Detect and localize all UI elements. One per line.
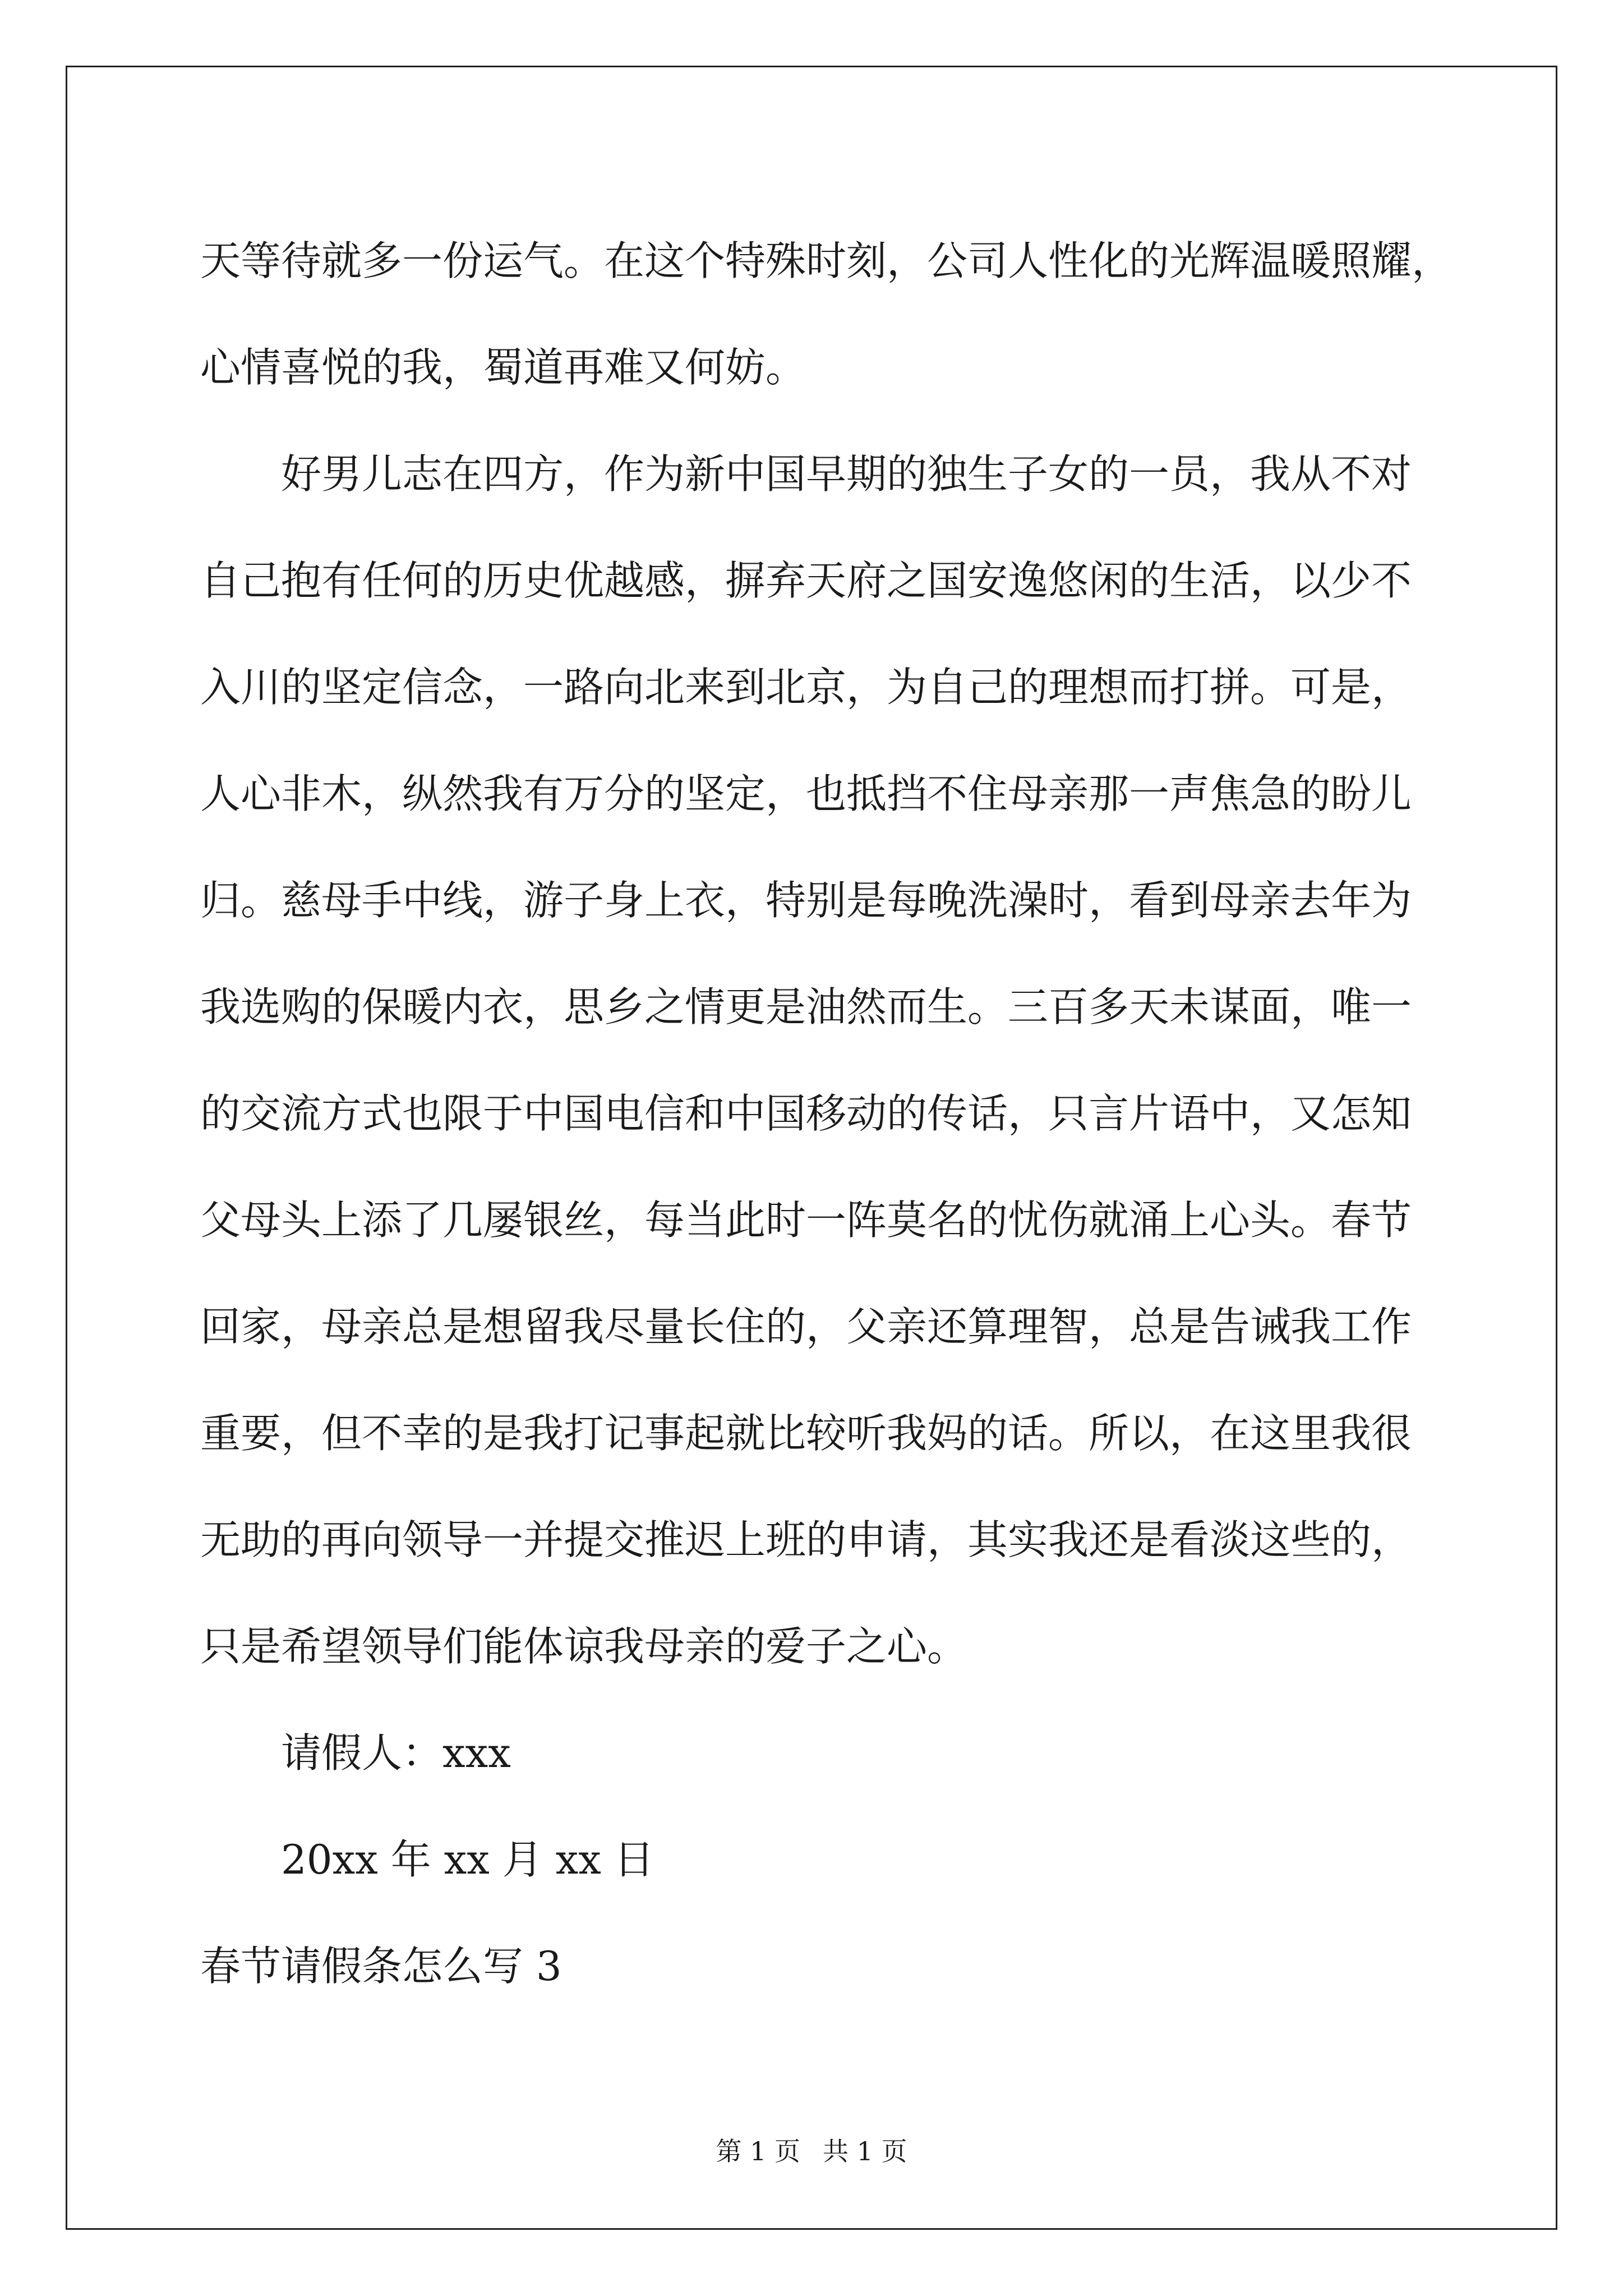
body-line: 只是希望领导们能体谅我母亲的爱子之心。 [200,1623,968,1670]
body-line: 的交流方式也限于中国电信和中国移动的传话，只言片语中，又怎知 [200,1090,1412,1137]
page-number: 第 1 页 [716,2136,800,2166]
body-line: 我选购的保暖内衣，思乡之情更是油然而生。三百多天未谋面，唯一 [200,983,1412,1030]
body-line: 父母头上添了几屡银丝，每当此时一阵莫名的忧伤就涌上心头。春节 [200,1197,1412,1244]
signature-line: 请假人：xxx [281,1729,511,1777]
date-line: 20xx 年 xx 月 xx 日 [281,1836,654,1883]
page-total: 共 1 页 [823,2136,907,2166]
body-line: 心情喜悦的我，蜀道再难又何妨。 [200,344,806,391]
document-body [200,208,1453,2019]
page-footer [0,2134,1623,2168]
body-line: 天等待就多一份运气。在这个特殊时刻，公司人性化的光辉温暖照耀， [200,237,1453,284]
body-line: 入川的坚定信念，一路向北来到北京，为自己的理想而打拼。可是， [200,664,1412,711]
body-line: 归。慈母手中线，游子身上衣，特别是每晚洗澡时，看到母亲去年为 [200,877,1412,924]
body-line: 人心非木，纵然我有万分的坚定，也抵挡不住母亲那一声焦急的盼儿 [200,770,1412,817]
body-line: 重要，但不幸的是我打记事起就比较听我妈的话。所以，在这里我很 [200,1410,1412,1457]
section-heading: 春节请假条怎么写 3 [200,1943,562,1990]
body-line: 回家，母亲总是想留我尽量长住的，父亲还算理智，总是告诫我工作 [200,1303,1412,1350]
paragraph-start-line: 好男儿志在四方，作为新中国早期的独生子女的一员，我从不对 [281,450,1412,498]
body-line: 无助的再向领导一并提交推迟上班的申请，其实我还是看淡这些的， [200,1516,1412,1563]
body-line: 自己抱有任何的历史优越感，摒弃天府之国安逸悠闲的生活，以少不 [200,557,1412,604]
